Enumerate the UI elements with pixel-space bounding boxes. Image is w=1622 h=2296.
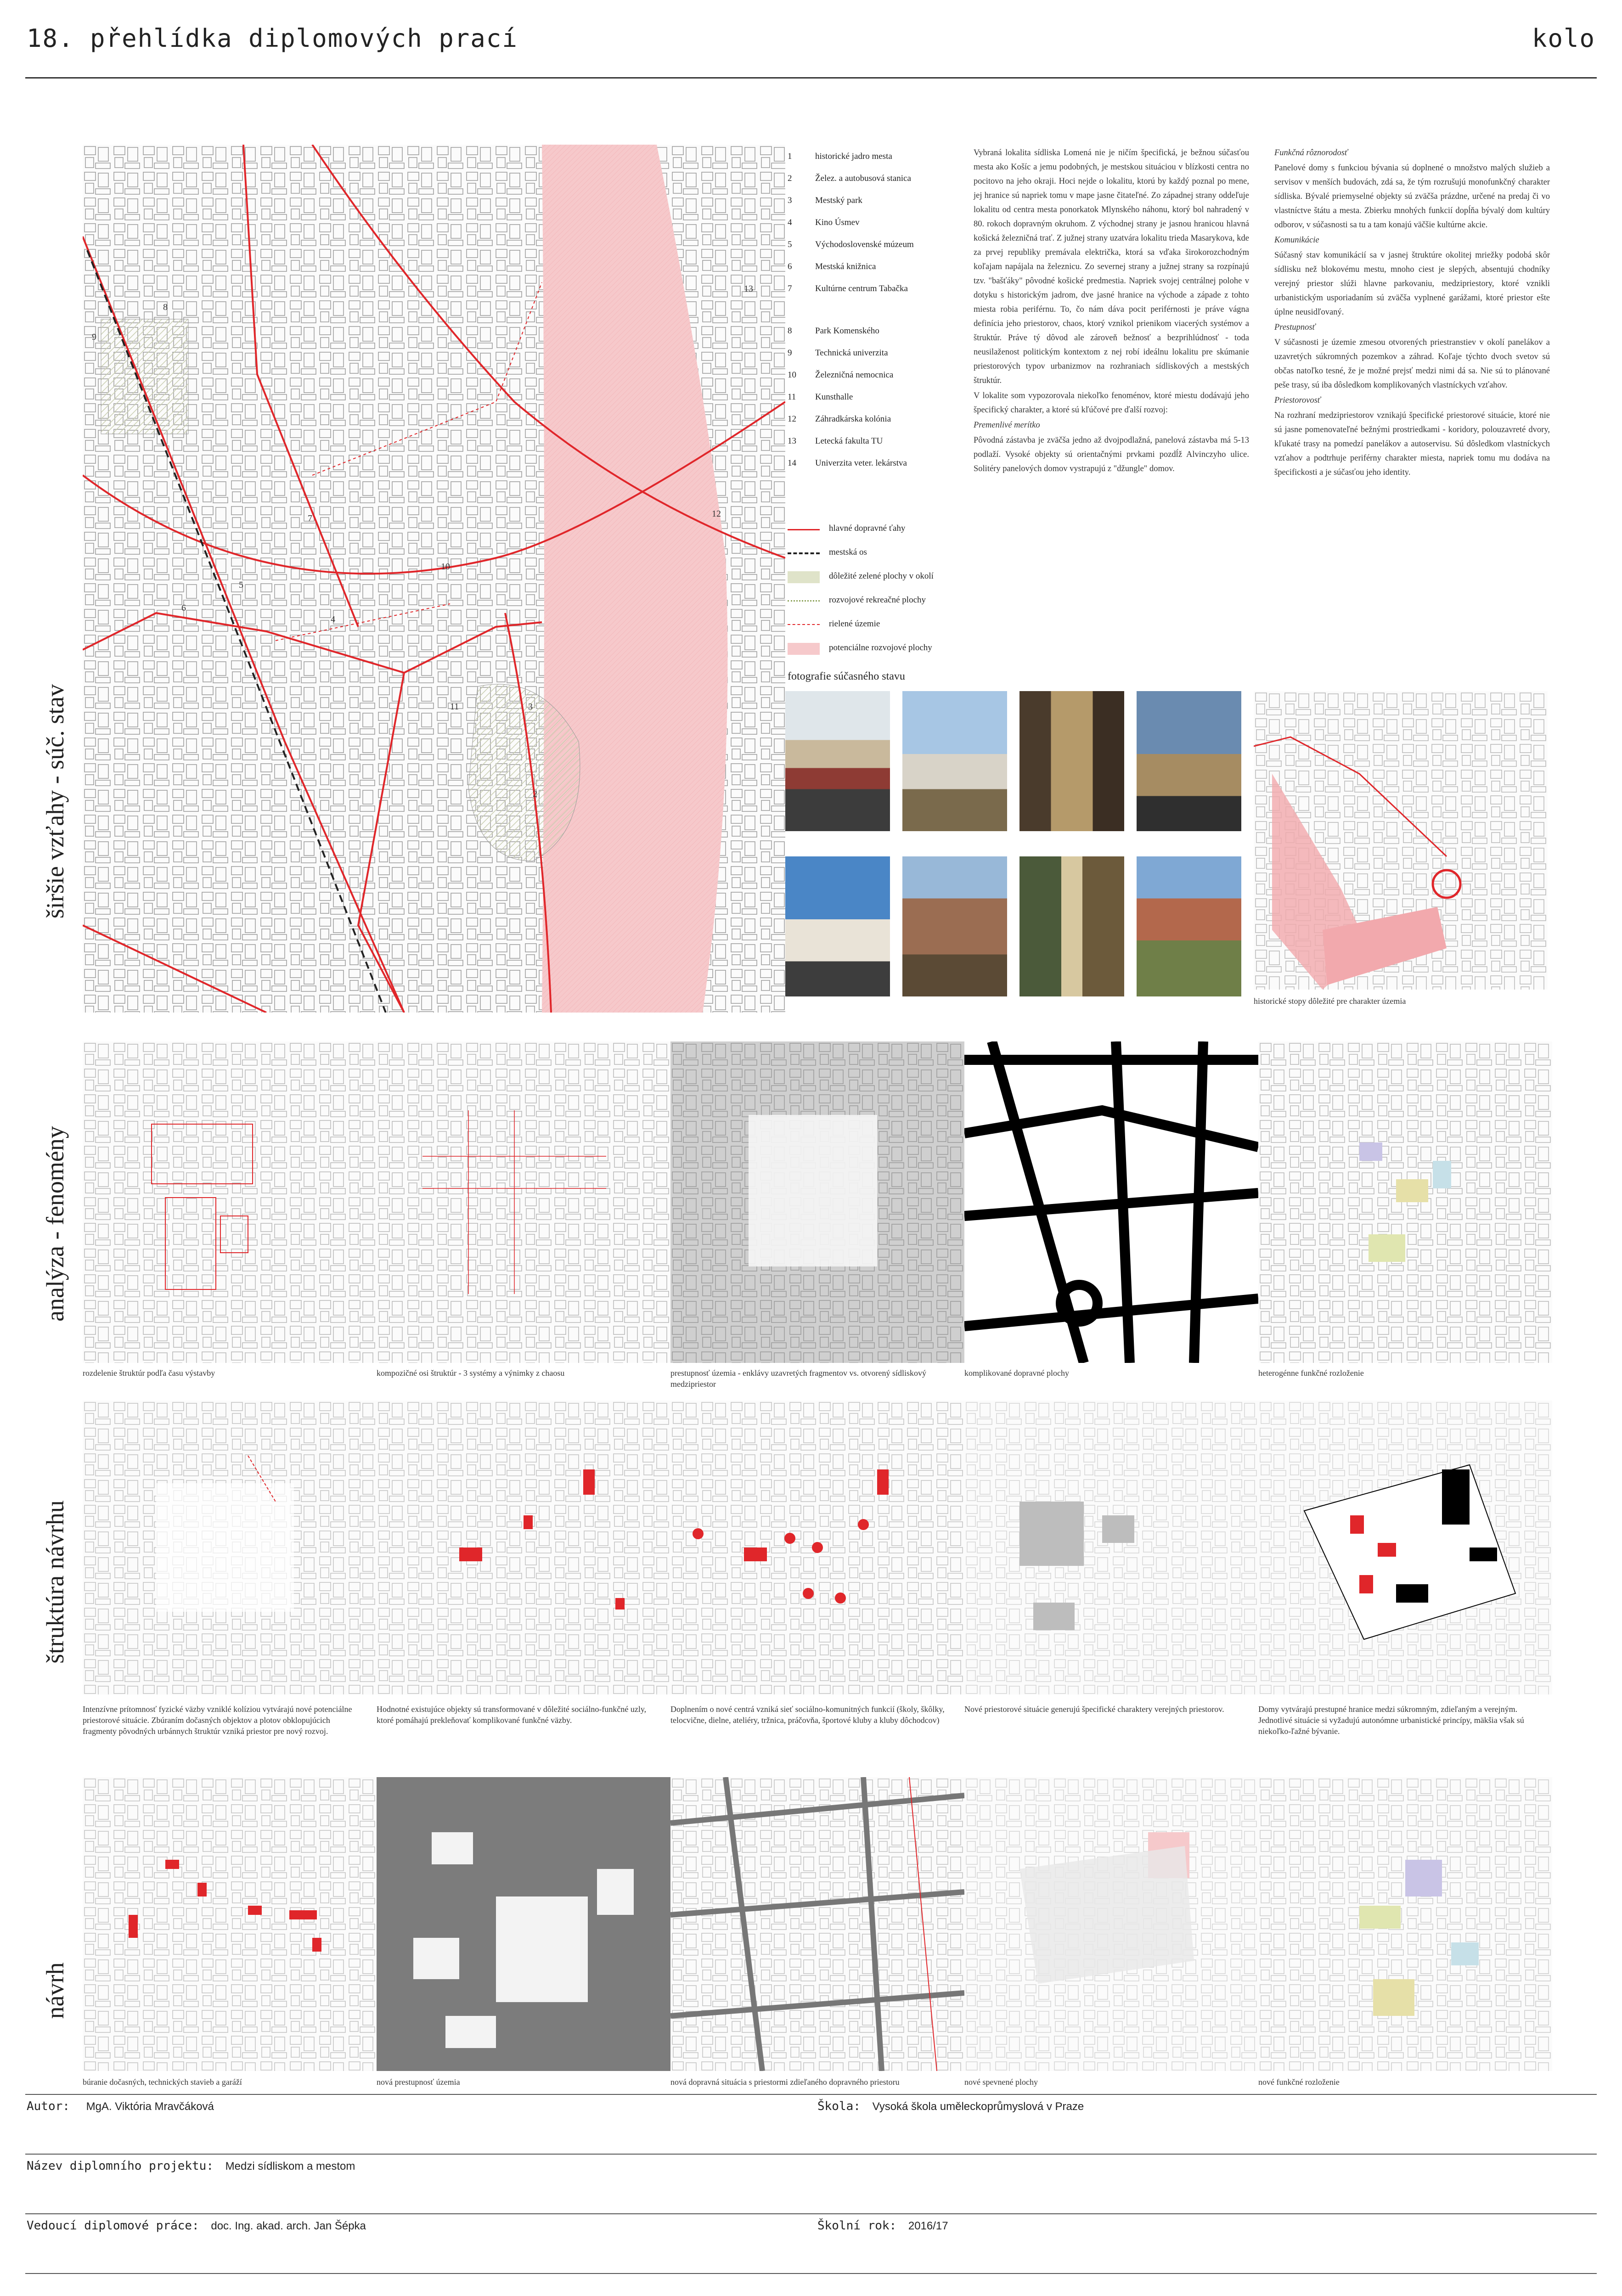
caption-r3-3: Doplnením o nové centrá vzniká sieť sociálno-komunitných funkcií (školy, škôlky, telocvične, dielne, ateliéry, tržnica, práčovňa, športové kluby a kluby dôchodcov) xyxy=(670,1705,945,1725)
text-column-1 xyxy=(974,146,1249,477)
green-dot-swatch xyxy=(788,600,820,602)
caption-r2-5: heterogénne funkčné rozloženie xyxy=(1258,1368,1364,1378)
caption-historic: historické stopy dôležité pre charakter územia xyxy=(1254,996,1406,1006)
row-label-structure: štruktúra návrhu xyxy=(41,1500,69,1664)
author-field xyxy=(27,2099,214,2113)
year-label: Školní rok: xyxy=(817,2219,897,2233)
section-heading: Prestupnosť xyxy=(1274,323,1316,332)
project-field xyxy=(27,2159,355,2173)
svg-text:9: 9 xyxy=(92,332,96,342)
caption-r4-1: búranie dočasných, technických stavieb a garáží xyxy=(83,2077,242,2087)
design-map-1 xyxy=(83,1777,377,2071)
legend-symbol-main-roads: hlavné dopravné ťahy xyxy=(788,523,957,537)
caption-r2-1: rozdelenie štruktúr podľa času výstavby xyxy=(83,1368,215,1378)
author-value: MgA. Viktória Mravčáková xyxy=(86,2100,214,2113)
svg-text:10: 10 xyxy=(441,562,450,572)
caption-r3-4: Nové priestorové situácie generujú špecifické charaktery verejných priestorov. xyxy=(964,1705,1224,1714)
svg-text:8: 8 xyxy=(163,302,168,312)
footer-rule-2 xyxy=(25,2154,1597,2155)
svg-text:7: 7 xyxy=(308,513,312,523)
svg-text:4: 4 xyxy=(331,614,335,625)
round-label: kolo xyxy=(1532,24,1595,53)
author-label: Autor: xyxy=(27,2099,70,2113)
analysis-map-5 xyxy=(1258,1041,1552,1363)
dashed-line-swatch xyxy=(788,552,820,554)
legend-symbol-area: rielené územie xyxy=(788,619,957,633)
svg-text:5: 5 xyxy=(239,580,243,590)
project-value: Medzi sídliskom a mestom xyxy=(225,2160,355,2172)
legend-symbol-potential: potenciálne rozvojové plochy xyxy=(788,643,957,657)
red-line-swatch xyxy=(788,529,820,530)
paragraph: Pôvodná zástavba je zväčša jedno až dvojpodlažná, panelová zástavba má 5-13 podlaží. Vysoké objekty sú orientačnými prvkami pozdĺž Alvinczyho ulice. Solitéry panelových domov vystrapujú z "džungle" domov. xyxy=(974,436,1249,473)
paragraph: Súčasný stav komunikácií sa v jasnej štruktúre okolitej mriežky podobá skôr sídlisku než blokovému mestu, mnoho ciest je slepých, absentujú chodníky verejný priestor slúži hlavne parkovaniu, medzipriestory, ktoré vznikli urbanistickým usporiadaním sú zväčša vyplnené garážami, ktoré priestor ešte úplne neusidľovaný. xyxy=(1274,251,1550,317)
design-map-4 xyxy=(964,1777,1258,2071)
red-dash-swatch xyxy=(788,624,820,625)
text-column-2 xyxy=(1274,146,1550,481)
legend-symbol-recreation: rozvojové rekreačné plochy xyxy=(788,595,957,609)
photo-street xyxy=(1137,691,1241,831)
supervisor-label: Vedoucí diplomové práce: xyxy=(27,2219,199,2233)
paragraph: Panelové domy s funkciou bývania sú doplnené o množstvo malých služieb a servisov v menších budovách, zdá sa, že tým rozrušujú monofunkčný charakter sídliska. Bývalé priemyselné objekty sú zväčša prázdne, určené na predaj či vo vlastníctve štátu a mesta. Zbierku mnohých funkcií dopĺňa bývalý dom kultúry odborov, v súčasnosti sa tu a tam konajú väčšie kultúrne akcie. xyxy=(1274,163,1550,230)
structure-map-4 xyxy=(964,1401,1258,1694)
school-value: Vysoká škola uměleckoprůmyslová v Praze xyxy=(872,2100,1084,2113)
caption-r4-2: nová prestupnosť územia xyxy=(377,2077,460,2087)
photo-path xyxy=(1019,856,1124,996)
section-heading: Priestorovosť xyxy=(1274,396,1321,405)
supervisor-field xyxy=(27,2219,366,2233)
svg-text:6: 6 xyxy=(181,603,186,613)
structure-map-3 xyxy=(670,1401,964,1694)
section-heading: Komunikácie xyxy=(1274,236,1319,245)
caption-r2-3: prestupnosť územia - enklávy uzavretých fragmentov vs. otvorený sídliskový medzipriestor xyxy=(670,1368,927,1389)
svg-text:12: 12 xyxy=(712,509,721,519)
caption-r3-2: Hodnotné existujúce objekty sú transformované v dôležité sociálno-funkčné uzly, ktoré pomáhajú prekleňovať komplikované funkčné väzby. xyxy=(377,1705,647,1725)
photo-white-building xyxy=(785,856,890,996)
structure-map-5 xyxy=(1258,1401,1552,1694)
caption-r3-1: Intenzívne prítomnosť fyzické väzby vzniklé kolíziou vytvárajú nové potenciálne priestorové situácie. Zbúraním dočasných objektov a plotov obklopujúcich fragmenty pôvodných urbánnych štruktúr vzniká priestor pre nový rozvoj. xyxy=(83,1705,352,1736)
photo-houses xyxy=(902,856,1007,996)
svg-text:2: 2 xyxy=(533,789,537,799)
historic-traces-map xyxy=(1254,691,1548,990)
photo-tree-house xyxy=(902,691,1007,831)
photos-title: fotografie súčasného stavu xyxy=(788,670,905,682)
wider-relations-map xyxy=(83,145,785,1013)
row-label-wider-relations: širšie vzťahy - súč. stav xyxy=(41,684,69,919)
paragraph: V súčasnosti je územie zmesou otvorených priestranstiev v okolí panelákov a uzavretých súkromných pozemkov a záhrad. Koľaje týchto dvoch svetov sú občas natoľko tesné, že je možné prejsť medzi nimi dá sa. Nie sú to plánované peše trasy, sú iba dôsledkom komplikovaných vlastníckych vzťahov. xyxy=(1274,338,1550,390)
year-field xyxy=(817,2219,948,2233)
section-heading: Funkčná rôznorodosť xyxy=(1274,148,1348,158)
analysis-map-2 xyxy=(377,1041,670,1363)
analysis-map-1 xyxy=(83,1041,377,1363)
paragraph: Na rozhraní medzipriestorov vznikajú špecifické priestorové situácie, ktoré nie sú jasne pomenovateľné bežnými prostriedkami - koridory, polouzavreté dvory, kľukaté trasy na pomedzí panelákov a autoservisu. Sú dôsledkom vlastníckych vzťahov a podtrhuje periférny charakter miesta, napriek tomu mu dodáva na špecifickosti a je súčasťou jeho identity. xyxy=(1274,411,1550,477)
project-label: Název diplomního projektu: xyxy=(27,2159,214,2173)
school-label: Škola: xyxy=(817,2099,861,2113)
legend-symbol-green: dôležité zelené plochy v okolí xyxy=(788,571,957,585)
photo-garages xyxy=(785,691,890,831)
paragraph: V lokalite som vypozorovala niekoľko fenoménov, ktoré miestu dodávajú jeho špecifický charakter, a ktoré sú kľúčové pre ďalší rozvoj: xyxy=(974,391,1249,415)
design-map-2 xyxy=(377,1777,670,2071)
design-map-5 xyxy=(1258,1777,1552,2071)
svg-text:13: 13 xyxy=(744,284,753,294)
analysis-map-4 xyxy=(964,1041,1258,1363)
pink-swatch xyxy=(788,643,820,655)
caption-r4-5: nové funkčné rozloženie xyxy=(1258,2077,1340,2087)
row-label-analysis: analýza - fenomény xyxy=(41,1126,69,1322)
photo-alley xyxy=(1019,691,1124,831)
caption-r2-4: komplikované dopravné plochy xyxy=(964,1368,1069,1378)
svg-text:11: 11 xyxy=(450,702,459,712)
caption-r3-5: Domy vytvárajú prestupné hranice medzi súkromným, zdieľaným a verejným. Jednotlivé situácie si vyžadujú autonómne urbanistické princípy, mäkšia však sú niekoľko-ľažné bývanie. xyxy=(1258,1705,1524,1736)
footer-rule-1 xyxy=(25,2094,1597,2095)
structure-map-2 xyxy=(377,1401,670,1694)
paragraph: Vybraná lokalita sídliska Lomená nie je ničím špecifická, je bežnou súčasťou mesta ako Košíc a jemu podobných, je mestskou situáciou v blízkosti centra no pocitovo na jeho okraji. Hoci nejde o lokalitu, ktorú by každý poznal po mene, jej hranice sú napriek tomu v mape jasne čitateľné. Zo západnej strany oddeľuje lokalitu od centra mesta ponorkatok Mlynského náhonu, ktorý bol nahradený v 80. rokoch dopravným okruhom. Z východnej strany je jasnou hranicou hlavná košická železničná trať. Z južnej strany uzatvára lokalitu trieda Masarykova, kde za prvej republiky premávala električka, ktorá sa vďaka širokorozchodným koľajam napájala na železnicu. Zo severnej strany a južnej strany sa rozpínajú tzv. "bašťáky" pôvodné košické predmestia. Napriek svojej centrálnej polohe v dotyku s historickým jadrom, dve jasné hranice na východe a západe z tohto miesta robia periférnu. To, čo nám dáva pocit periférnosti je práve vágna definícia jeho priestorov, chaos, ktorý vznikol prienikom viacerých systémov a štruktúr. Práve tý dôvod ale zároveň bežnosť a bezprihlúdnosť - toda neusilaženost politickým kontextom z nej robí ideálnu lokalitu pre skúmanie priestorových typov urbanizmov na rozhraniach sídliskových a mestských štruktúr. xyxy=(974,148,1249,385)
analysis-map-3 xyxy=(670,1041,964,1363)
footer-rule-3 xyxy=(25,2213,1597,2214)
supervisor-value: doc. Ing. akad. arch. Jan Šépka xyxy=(211,2220,366,2232)
structure-map-1 xyxy=(83,1401,377,1694)
caption-r4-3: nová dopravná situácia s priestormi zdieľaného dopravného priestoru xyxy=(670,2077,900,2087)
svg-text:3: 3 xyxy=(528,702,533,712)
green-swatch xyxy=(788,571,820,583)
section-heading: Premenlivé merítko xyxy=(974,421,1040,430)
school-field xyxy=(817,2099,1084,2113)
year-value: 2016/17 xyxy=(908,2220,948,2232)
row-label-design: návrh xyxy=(41,1962,69,2019)
exhibition-title: 18. přehlídka diplomových prací xyxy=(27,24,518,53)
footer-rule-4 xyxy=(25,2273,1597,2274)
header-rule xyxy=(25,77,1597,79)
photo-panel-blocks xyxy=(1137,856,1241,996)
caption-r2-2: kompozičné osi štruktúr - 3 systémy a výnimky z chaosu xyxy=(377,1368,565,1378)
design-map-3 xyxy=(670,1777,964,2071)
caption-r4-4: nové spevnené plochy xyxy=(964,2077,1038,2087)
legend-symbol-city-axis: mestská os xyxy=(788,547,957,561)
map-legend: 1 historické jadro mesta 2 Želez. a autobusová stanica 3 Mestský park 4 Kino Úsmev 5 Východoslovenské múzeum 6 Mestská knižnica 7 Kultúrne centrum Tabačka 8 Park Komenského 9 Technická univerzita 10 Železničná nemocnica 11 Kunsthalle 12 Záhradkárska kolónia 13 Letecká fakulta TU 14 Univerzita veter. lekárstva hlavné dopravné ťahy mestská os dôležité zelené plochy v okolí rozvojové rekreačné plochy rielené územie potenciálne rozvojové plochy xyxy=(788,152,957,670)
